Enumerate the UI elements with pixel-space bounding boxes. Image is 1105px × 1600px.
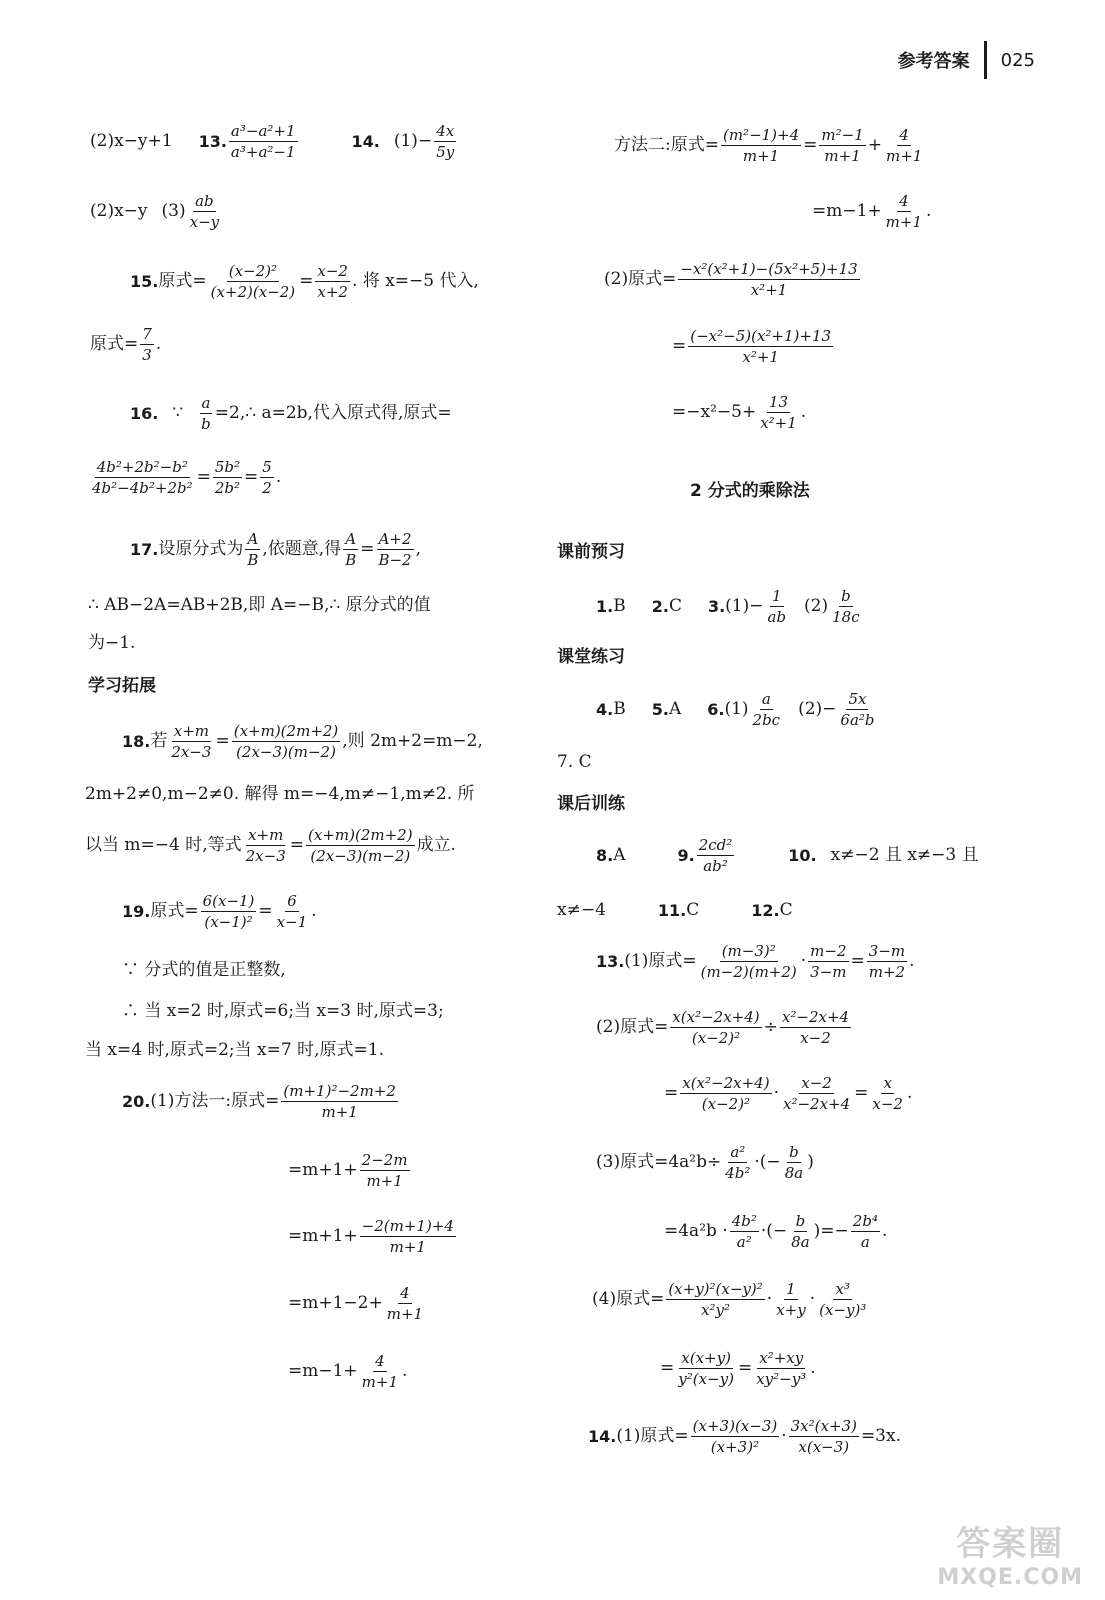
section-heading-preview: 课前预习	[557, 542, 625, 562]
fraction: $\frac{(x+3)(x-3)}{\text{(x+3)²}}$	[692, 1417, 778, 1456]
fraction: A B	[247, 530, 259, 569]
answer-13-part4-result: = $\frac{x(x+y)}{\text{y²(x−y)}}$ = $\frac{\text{x²+xy}}{\text{xy²−y³}}$ .	[660, 1349, 816, 1388]
answers-10-12: x≠−4 11. C 12. C	[557, 900, 793, 920]
answer-20-part2: (2)原式= $\frac{\text{−x²(x²+1)−(5x²+5)+13}}{\text{x²+1}}$	[604, 260, 858, 299]
answer-19: 19. 原式= $\frac{6(x-1)}{\text{(x−1)²}}$ = $\frac{6}{x-1}$ .	[122, 892, 317, 931]
fraction: $\frac{\text{(−x²−5)(x²+1)+13}}{\text{x²+1}}$	[690, 327, 832, 366]
answer-13-part3-result: =4a²b · 4b² a² · (− $\frac{b}{8a}$ )=− $\frac{\text{2b⁴}}{a}$ .	[664, 1212, 888, 1251]
fraction: $\frac{\text{−x²(x²+1)−(5x²+5)+13}}{\text{x²+1}}$	[680, 260, 858, 299]
watermark-logo: 答案圈 MXQE.COM	[937, 1524, 1083, 1590]
answer-14-part1: 14. (1)原式= $\frac{(x+3)(x-3)}{\text{(x+3)²}}$ · $\frac{\text{3x²(x+3)}}{x(x-3)}$ =3x.	[588, 1417, 901, 1456]
answer-17-end: 为−1.	[88, 633, 136, 653]
answer-19-cont1: ∵ 分式的值是正整数,	[122, 960, 286, 980]
fraction: 1 x+y	[776, 1280, 806, 1319]
answer-18: 18. 若 $\frac{x+m}{2x-3}$ = $\frac{(x+m)(2m+2)}{(2x-3)(m-2)}$ ,则 2m+2=m−2,	[122, 722, 483, 761]
fraction: $\frac{m-2}{3-m}$	[810, 942, 847, 981]
answer-20-step1: =m+1+ $\frac{2-2m}{m+1}$	[288, 1151, 408, 1190]
fraction: $\frac{4x}{5y}$	[436, 122, 455, 161]
section-heading-homework: 课后训练	[557, 794, 625, 814]
page-number: 025	[1000, 49, 1035, 71]
answer-20: 20. (1)方法一:原式= $\frac{\text{(m+1)²−2m+2}}{m+1}$	[122, 1082, 396, 1121]
answer-line-14-cont: (2)x−y (3) ab x−y	[90, 192, 220, 231]
answer-20-method2: 方法二:原式= $\frac{\text{(m²−1)+4}}{m+1}$ = $\frac{\text{m²−1}}{m+1}$ + $\frac{4}{m+1}$	[614, 126, 923, 165]
fraction: $\frac{\text{x²−2x+4}}{x-2}$	[781, 1008, 850, 1047]
fraction: $\frac{\text{(m²−1)+4}}{m+1}$	[722, 126, 800, 165]
answer-18-cont: 2m+2≠0,m−2≠0. 解得 m=−4,m≠−1,m≠2. 所	[85, 784, 475, 804]
answer-16-result: $\frac{\text{4b²+2b²−b²}}{\text{4b²−4b²+2b²}}$ = $\frac{\text{5b²}}{\text{2b²}}$ = $\frac{5}{2}$ .	[92, 458, 282, 497]
fraction: $\frac{x(x+y)}{\text{y²(x−y)}}$	[678, 1349, 734, 1388]
fraction: $\frac{b}{8a}$	[791, 1212, 810, 1251]
fraction: $\frac{5}{2}$	[262, 458, 272, 497]
answer-19-cont3: 当 x=4 时,原式=2;当 x=7 时,原式=1.	[85, 1040, 384, 1060]
answer-20-method2-result: =m−1+ $\frac{4}{m+1}$ .	[812, 192, 932, 231]
fraction: x³ (x−y)³	[819, 1280, 867, 1319]
answer-13-part4: (4)原式= $\frac{\text{(x+y)²(x−y)²}}{\text{x²y²}}$ · 1 x+y · x³ (x−y)³	[592, 1280, 867, 1319]
answers-4-6: 4. B 5. A 6. (1) a 2bc (2)− $\frac{5x}{\text{6a²b}}$	[596, 690, 875, 729]
fraction: $\frac{\text{4b²+2b²−b²}}{\text{4b²−4b²+2b²}}$	[92, 458, 193, 497]
fraction: $\frac{a}{b}$	[201, 394, 211, 433]
answer-15: 15. 原式= $\frac{\text{(x−2)²}}{(x+2)(x-2)}$ = $\frac{x-2}{x+2}$ . 将 x=−5 代入,	[130, 262, 479, 301]
answer-20-part2-step1: = $\frac{\text{(−x²−5)(x²+1)+13}}{\text{x²+1}}$	[672, 327, 832, 366]
fraction: ab x−y	[189, 192, 220, 231]
fraction: $\frac{x}{x-2}$	[872, 1074, 903, 1113]
fraction: $\frac{\text{3x²(x+3)}}{x(x-3)}$	[790, 1417, 857, 1456]
answer-7: 7. C	[557, 752, 592, 772]
fraction: $\frac{7}{3}$	[142, 325, 152, 364]
section-heading-extension: 学习拓展	[88, 676, 156, 696]
answer-17: 17. 设原分式为 A B ,依题意,得 $\frac{A}{B}$ = $\frac{A+2}{B-2}$ ,	[130, 530, 422, 569]
fraction: $\frac{\text{2b⁴}}{a}$	[852, 1212, 878, 1251]
answer-13-part2: (2)原式= $\frac{\text{x(x²−2x+4)}}{\text{(x−2)²}}$ ÷ $\frac{\text{x²−2x+4}}{x-2}$	[596, 1008, 850, 1047]
fraction: $\frac{4}{m+1}$	[386, 1284, 424, 1323]
answer-16: 16. ∵ $\frac{a}{b}$ =2,∴ a=2b,代入原式得,原式=	[130, 394, 452, 433]
fraction: $\frac{x+m}{2x-3}$	[171, 722, 212, 761]
fraction: $\frac{x-2}{\text{x²−2x+4}}$	[782, 1074, 851, 1113]
header-title: 参考答案	[897, 51, 970, 72]
fraction: $\frac{3-m}{m+2}$	[868, 942, 906, 981]
answer-line-13-14: (2)x−y+1 13. a³−a²+1 a³+a²−1 14. (1)− $\frac{4x}{5y}$	[90, 122, 455, 161]
answer-13-part2-result: = $\frac{\text{x(x²−2x+4)}}{\text{(x−2)²}}$ · $\frac{x-2}{\text{x²−2x+4}}$ = $\frac{x}{x-2}$ .	[664, 1074, 913, 1113]
fraction: 2cd² ab²	[698, 836, 733, 875]
fraction: $\frac{4}{m+1}$	[885, 192, 923, 231]
fraction: $\frac{\text{m²−1}}{m+1}$	[821, 126, 864, 165]
fraction: $\frac{6}{x-1}$	[276, 892, 308, 931]
fraction: $\frac{A}{B}$	[345, 530, 357, 569]
answer-18-end: 以当 m=−4 时,等式 $\frac{x+m}{2x-3}$ = $\frac{(x+m)(2m+2)}{(2x-3)(m-2)}$ 成立.	[85, 826, 456, 865]
fraction: b 18c	[832, 587, 860, 626]
fraction: $\frac{(x+m)(2m+2)}{(2x-3)(m-2)}$	[233, 722, 339, 761]
fraction: a³−a²+1 a³+a²−1	[230, 122, 296, 161]
fraction: $\frac{\text{(m−3)²}}{(m-2)(m+2)}$	[700, 942, 797, 981]
page-header	[898, 40, 1035, 80]
answer-13-part3: (3)原式=4a²b÷ $\frac{\text{a²}}{\text{4b²}}$ · (− $\frac{b}{8a}$ )	[596, 1143, 814, 1182]
fraction: $\frac{\text{x(x²−2x+4)}}{\text{(x−2)²}}$	[672, 1008, 760, 1047]
fraction: $\frac{\text{5b²}}{\text{2b²}}$	[214, 458, 241, 497]
answer-20-step2: =m+1+ $\frac{-2(m+1)+4}{m+1}$	[288, 1217, 454, 1256]
fraction: $\frac{4}{m+1}$	[361, 1352, 399, 1391]
answers-1-3: 1. B 2. C 3. (1)− $\frac{1}{ab}$ (2) b 18c	[596, 587, 860, 626]
answer-20-step4: =m−1+ $\frac{4}{m+1}$ .	[288, 1352, 408, 1391]
fraction: $\frac{1}{ab}$	[767, 587, 787, 626]
fraction: $\frac{x-2}{x+2}$	[317, 262, 348, 301]
section-heading-classwork: 课堂练习	[557, 647, 625, 667]
answer-17-cont: ∴ AB−2A=AB+2B,即 A=−B,∴ 原分式的值	[88, 595, 431, 615]
section-title-multiply-divide: 2 分式的乘除法	[690, 481, 810, 501]
fraction: $\frac{-2(m+1)+4}{m+1}$	[361, 1217, 454, 1256]
fraction: $\frac{\text{x²+xy}}{\text{xy²−y³}}$	[756, 1349, 807, 1388]
fraction: $\frac{b}{8a}$	[784, 1143, 804, 1182]
fraction: $\frac{\text{a²}}{\text{4b²}}$	[725, 1143, 751, 1182]
fraction: $\frac{6(x-1)}{\text{(x−1)²}}$	[202, 892, 255, 931]
fraction: $\frac{2-2m}{m+1}$	[361, 1151, 408, 1190]
fraction: $\frac{A+2}{B-2}$	[378, 530, 412, 569]
answer-15-result: 原式= $\frac{7}{3}$ .	[90, 325, 162, 364]
fraction: $\frac{x+m}{2x-3}$	[245, 826, 286, 865]
answer-20-part2-result: =−x²−5+ $\frac{13}{\text{x²+1}}$ .	[672, 393, 807, 432]
fraction: 4b² a²	[731, 1212, 757, 1251]
fraction: $\frac{\text{(x−2)²}}{(x+2)(x-2)}$	[210, 262, 296, 301]
answer-20-step3: =m+1−2+ $\frac{4}{m+1}$	[288, 1284, 424, 1323]
answers-8-10: 8. A 9. 2cd² ab² 10. x≠−2 且 x≠−3 且	[596, 836, 979, 875]
fraction: $\frac{(x+m)(2m+2)}{(2x-3)(m-2)}$	[308, 826, 413, 865]
answer-13-part1: 13. (1)原式= $\frac{\text{(m−3)²}}{(m-2)(m+2)}$ · $\frac{m-2}{3-m}$ = $\frac{3-m}{m+2}$ .	[596, 942, 915, 981]
answer-19-cont2: ∴ 当 x=2 时,原式=6;当 x=3 时,原式=3;	[122, 1001, 444, 1021]
fraction: a 2bc	[752, 690, 781, 729]
header-divider	[984, 41, 987, 79]
fraction: $\frac{4}{m+1}$	[886, 126, 923, 165]
fraction: $\frac{5x}{\text{6a²b}}$	[840, 690, 875, 729]
fraction: $\frac{\text{(m+1)²−2m+2}}{m+1}$	[283, 1082, 396, 1121]
fraction: $\frac{\text{x(x²−2x+4)}}{\text{(x−2)²}}$	[682, 1074, 770, 1113]
fraction: $\frac{13}{\text{x²+1}}$	[760, 393, 797, 432]
fraction: $\frac{\text{(x+y)²(x−y)²}}{\text{x²y²}}$	[668, 1280, 763, 1319]
